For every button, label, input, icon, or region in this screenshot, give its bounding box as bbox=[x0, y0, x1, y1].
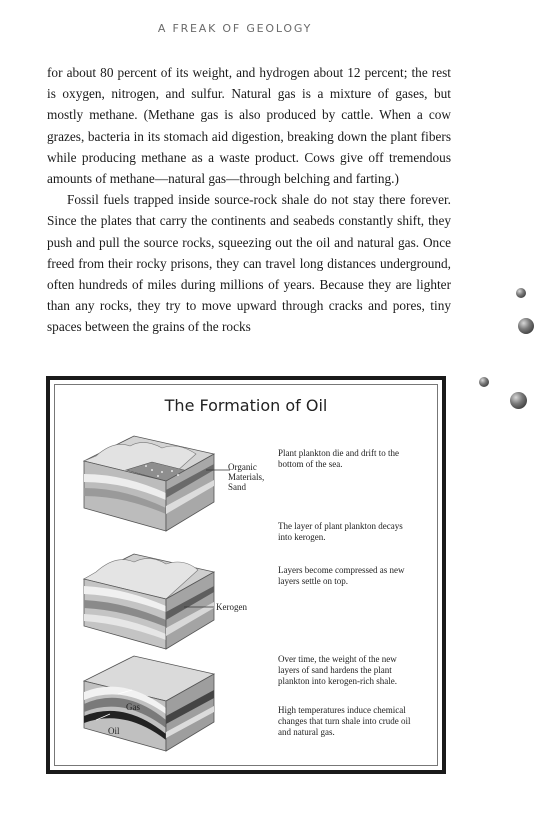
caption-4: Over time, the weight of the new layers of sand hardens the plant plankton into kerogen-rich shale. bbox=[278, 654, 397, 686]
body-text bbox=[47, 62, 451, 338]
bubble-decoration-2 bbox=[518, 318, 534, 334]
label-organic-materials-sand: Organic Materials, Sand bbox=[228, 462, 265, 492]
caption-3: Layers become compressed as new layers settle on top. bbox=[278, 565, 405, 586]
oil-gas-block-illustration bbox=[74, 646, 224, 758]
caption-1: Plant plankton die and drift to the bottom of the sea. bbox=[278, 448, 399, 469]
paragraph-2: Fossil fuels trapped inside source-rock shale do not stay there forever. Since the plates that carry the continents and seabeds constantly shift, they push and pull the source rocks, squeezing out the oil and natural gas. Once freed from their rocky prisons, they can travel long distances underground, often hundreds of miles during millions of years. Because they are lighter than any rocks, they try to move upward through cracks and pores, tiny spaces between the grains of the rocks bbox=[47, 192, 451, 335]
paragraph-1: for about 80 percent of its weight, and hydrogen about 12 percent; the rest is oxygen, nitrogen, and sulfur. Natural gas is a mixture of gases, but mostly methane. (Methane gas is also produced by cattle. When a cow grazes, bacteria in its stomach aid digestion, breaking down the plant fibers while producing methane as a waste product. Cows give off tremendous amounts of methane—natural gas—through belching and farting.) bbox=[47, 65, 451, 187]
oil-formation-figure bbox=[46, 376, 446, 774]
caption-5: High temperatures induce chemical changes that turn shale into crude oil and natural gas. bbox=[278, 705, 411, 737]
bubble-decoration-4 bbox=[510, 392, 527, 409]
sediment-block-illustration bbox=[74, 426, 224, 538]
bubble-decoration-3 bbox=[479, 377, 489, 387]
bubble-decoration-1 bbox=[516, 288, 526, 298]
running-head: A FREAK OF GEOLOGY bbox=[157, 22, 313, 35]
caption-2: The layer of plant plankton decays into kerogen. bbox=[278, 521, 403, 542]
figure-title: The Formation of Oil bbox=[164, 396, 328, 415]
label-kerogen: Kerogen bbox=[216, 602, 247, 612]
kerogen-block-illustration bbox=[74, 544, 224, 656]
label-oil: Oil bbox=[108, 726, 120, 736]
label-gas: Gas bbox=[126, 702, 140, 712]
